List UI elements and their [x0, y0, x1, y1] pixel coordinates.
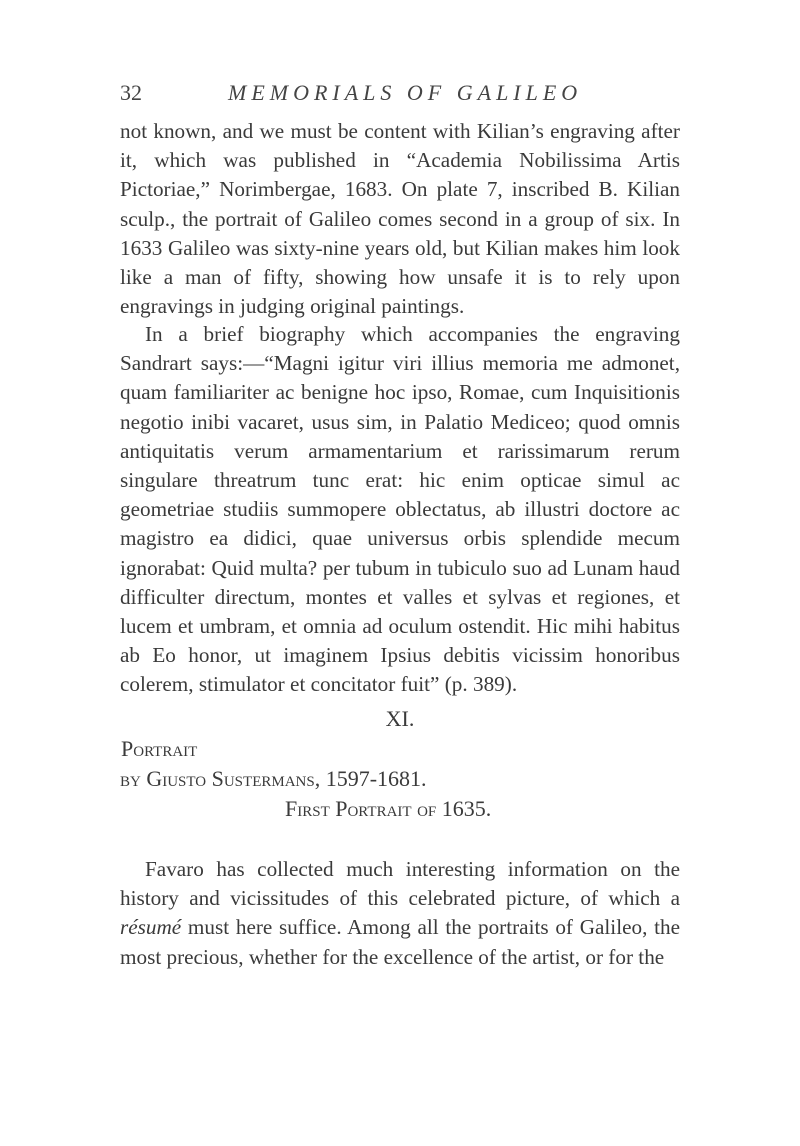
section-by-line: by Giusto Sustermans, 1597-1681.: [120, 766, 427, 791]
paragraph-text: [120, 855, 680, 972]
running-head: [120, 80, 680, 110]
paragraph-continued: [120, 117, 680, 321]
page-number: 32: [120, 80, 142, 105]
italic-term: résumé: [120, 915, 182, 940]
paragraph-text: In a brief biography which accompanies the engraving Sandrart says:—“Magni igitur viri illius memoria me admonet, quam familiariter ac benigne hoc ipso, Romae, cum Inquisitionis negotio inibi vacaret, usus sim, in Palatio Mediceo; quod omnis antiquitatis verum armamentarium et rarissimarum rerum singulare threatrum tunc erat: hic enim opticae simul ac geometriae studiis summopere oblectatus, ab illustri doctore ac magistro ea didici, quae universus orbis splendide mecum ignorabat: Quid multa? per tubum in tubiculo suo ad Lunam haud difficulter directum, montes et valles et sylvas et regiones, et lucem et umbram, et omnia ad oculum ostendit. Hic mihi habitus ab Eo honor, ut imaginem Ipsius debitis vicissim honoribus colerem, stimulator et concitator fuit” (p. 389).: [120, 322, 680, 697]
paragraph-text: not known, and we must be content with Kilian’s engraving after it, which was published in “Academia Nobilissima Artis Pictoriae,” Norimbergae, 1683. On plate 7, inscribed B. Kilian sculp., the portrait of Galileo comes second in a group of six. In 1633 Galileo was sixty-nine years old, but Kilian makes him look like a man of fifty, showing how unsafe it is to rely upon engravings in judging original paintings.: [120, 119, 680, 319]
text-run: Favaro has collected much interesting information on the history and vicissitudes of this celebrated picture, of which a: [120, 857, 680, 911]
paragraph-sandrart-quote: [120, 320, 680, 700]
running-title: MEMORIALS OF GALILEO: [228, 80, 583, 105]
section-number: XI.: [385, 706, 415, 731]
paragraph-favaro: [120, 855, 680, 972]
section-subtitle: First Portrait of 1635.: [285, 796, 492, 821]
section-label: Portrait: [121, 736, 198, 761]
text-run: must here suffice. Among all the portraits of Galileo, the most precious, whether for the excellence of the artist, or for the: [120, 915, 680, 969]
